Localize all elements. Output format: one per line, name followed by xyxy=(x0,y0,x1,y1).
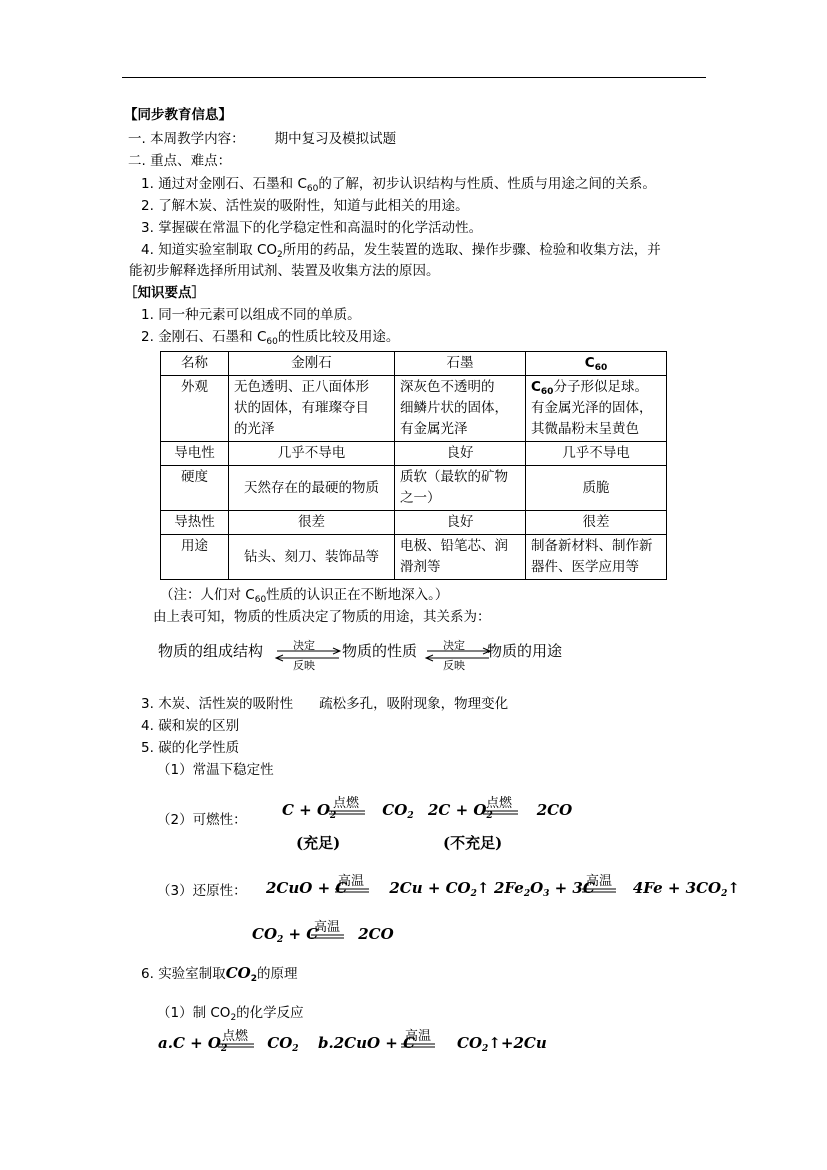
point-4: 4. 知道实验室制取 $CO_2$所用的药品，发生装置的选取、操作步骤、检验和收集方法，并 xyxy=(141,242,661,260)
knowledge-title: ［知识要点］ xyxy=(124,285,205,301)
cell-graphite: 质软（最软的矿物 之一） xyxy=(395,466,526,511)
knowledge-5-1: （1）常温下稳定性 xyxy=(157,762,274,778)
knowledge-2: 2. 金刚石、石墨和 $C_{60}$的性质比较及用途。 xyxy=(141,329,400,347)
point-4-continued: 能初步解释选择所用试剂、装置及收集方法的原因。 xyxy=(129,263,440,279)
header-c60: $C_{60}$ xyxy=(526,352,667,376)
header-graphite: 石墨 xyxy=(395,352,526,376)
condition-ignite-3: 点燃 xyxy=(222,1029,249,1044)
table-row xyxy=(161,535,667,580)
header-name: 名称 xyxy=(161,352,229,376)
row-label: 外观 xyxy=(161,376,229,442)
relation-structure: 物质的组成结构 xyxy=(158,642,264,660)
equals-bar-3 xyxy=(335,888,369,894)
table-row xyxy=(161,376,667,442)
cell-graphite: 深灰色不透明的 细鳞片状的固体， 有金属光泽 xyxy=(395,376,526,442)
knowledge-6: 6. 实验室制取$CO_2$的原理 xyxy=(141,964,298,984)
cell-c60: 制备新材料、制作新 器件、医学应用等 xyxy=(526,535,667,580)
header-diamond: 金刚石 xyxy=(229,352,395,376)
relation-decide-label-1: 决定 xyxy=(293,639,315,652)
cell-diamond: 天然存在的最硬的物质 xyxy=(229,466,395,511)
condition-high-temp-1: 高温 xyxy=(338,874,365,889)
relation-decide-label-2: 决定 xyxy=(443,639,465,652)
cell-c60: 质脆 xyxy=(526,466,667,511)
equation-cuo-reduction: 2CuO + C $2Cu + CO_2↑$ xyxy=(266,879,490,899)
row-label: 用途 xyxy=(161,535,229,580)
knowledge-3: 3. 木炭、活性炭的吸附性 疏松多孔，吸附现象，物理变化 xyxy=(141,696,509,712)
knowledge-1: 1. 同一种元素可以组成不同的单质。 xyxy=(141,307,361,323)
equals-bar-7 xyxy=(401,1043,435,1049)
condition-ignite-1: 点燃 xyxy=(333,796,360,811)
cell-c60: 很差 xyxy=(526,511,667,535)
condition-ignite-2: 点燃 xyxy=(486,796,513,811)
relation-double-arrow-2 xyxy=(425,648,491,662)
header-rule xyxy=(122,77,706,78)
condition-high-temp-3: 高温 xyxy=(314,920,341,935)
knowledge-6-1: （1）制 $CO_2$的化学反应 xyxy=(157,1005,304,1023)
relation-reflect-label-2: 反映 xyxy=(443,659,465,672)
equals-bar-6 xyxy=(218,1043,254,1049)
table-note: （注：人们对 $C_{60}$性质的认识正在不断地深入。） xyxy=(160,587,449,605)
cell-diamond: 几乎不导电 xyxy=(229,442,395,466)
equals-bar-2 xyxy=(483,810,518,816)
equals-bar-5 xyxy=(311,934,344,940)
cell-graphite: 电极、铅笔芯、润 滑剂等 xyxy=(395,535,526,580)
relation-use: 物质的用途 xyxy=(487,642,563,660)
relation-reflect-label-1: 反映 xyxy=(293,659,315,672)
point-1: 1. 通过对金刚石、石墨和 $C_{60}$的了解，初步认识结构与性质、性质与用途之间的关系。 xyxy=(141,176,656,194)
table-row xyxy=(161,511,667,535)
relation-property: 物质的性质 xyxy=(342,642,418,660)
knowledge-5-2-label: （2）可燃性： xyxy=(157,812,247,828)
equals-bar-4 xyxy=(582,888,616,894)
carbon-properties-table xyxy=(160,351,667,580)
relation-intro: 由上表可知，物质的性质决定了物质的用途，其关系为： xyxy=(153,609,491,625)
equation-co2-c: $CO_2 + C$ 2CO xyxy=(252,925,394,945)
equation-a: $a.C + O_2$ $CO_2$ xyxy=(158,1034,299,1054)
point-3: 3. 掌握碳在常温下的化学稳定性和高温时的化学活动性。 xyxy=(141,220,483,236)
row-label: 硬度 xyxy=(161,466,229,511)
equation-2c-o2-insufficient: $2C + O_2$ 2CO xyxy=(428,801,573,821)
condition-high-temp-2: 高温 xyxy=(586,874,613,889)
table-header-row xyxy=(161,352,667,376)
cell-graphite: 良好 xyxy=(395,442,526,466)
relation-double-arrow-1 xyxy=(275,648,341,662)
table-row xyxy=(161,466,667,511)
equals-bar-1 xyxy=(329,810,365,816)
section-1: 一. 本周教学内容： 期中复习及模拟试题 xyxy=(128,131,397,147)
section-2: 二. 重点、难点： xyxy=(128,153,232,169)
row-label: 导热性 xyxy=(161,511,229,535)
cell-graphite: 良好 xyxy=(395,511,526,535)
point-2: 2. 了解木炭、活性炭的吸附性，知道与此相关的用途。 xyxy=(141,198,469,214)
section-title: 【同步教育信息】 xyxy=(124,107,232,123)
table-row xyxy=(161,442,667,466)
cell-diamond: 钻头、刻刀、装饰品等 xyxy=(229,535,395,580)
condition-high-temp-4: 高温 xyxy=(405,1029,432,1044)
knowledge-5-3-label: （3）还原性： xyxy=(157,883,247,899)
note-insufficient: (不充足) xyxy=(443,834,503,852)
note-sufficient: (充足) xyxy=(296,834,341,852)
equation-b: b.2CuO + C $CO_2↑+2Cu$ xyxy=(318,1034,547,1054)
cell-diamond: 无色透明、正八面体形 状的固体，有璀璨夺目 的光泽 xyxy=(229,376,395,442)
cell-c60: 几乎不导电 xyxy=(526,442,667,466)
knowledge-5: 5. 碳的化学性质 xyxy=(141,740,240,756)
equation-fe2o3-reduction: $2Fe_2O_3 + 3C$ $4Fe + 3CO_2↑$ xyxy=(494,879,740,899)
knowledge-4: 4. 碳和炭的区别 xyxy=(141,718,240,734)
row-label: 导电性 xyxy=(161,442,229,466)
cell-c60: $C_{60}$分子形似足球。 有金属光泽的固体， 其微晶粉末呈黄色 xyxy=(526,376,667,442)
cell-diamond: 很差 xyxy=(229,511,395,535)
equation-c-o2-sufficient: $C + O_2$ $CO_2$ xyxy=(282,801,414,821)
